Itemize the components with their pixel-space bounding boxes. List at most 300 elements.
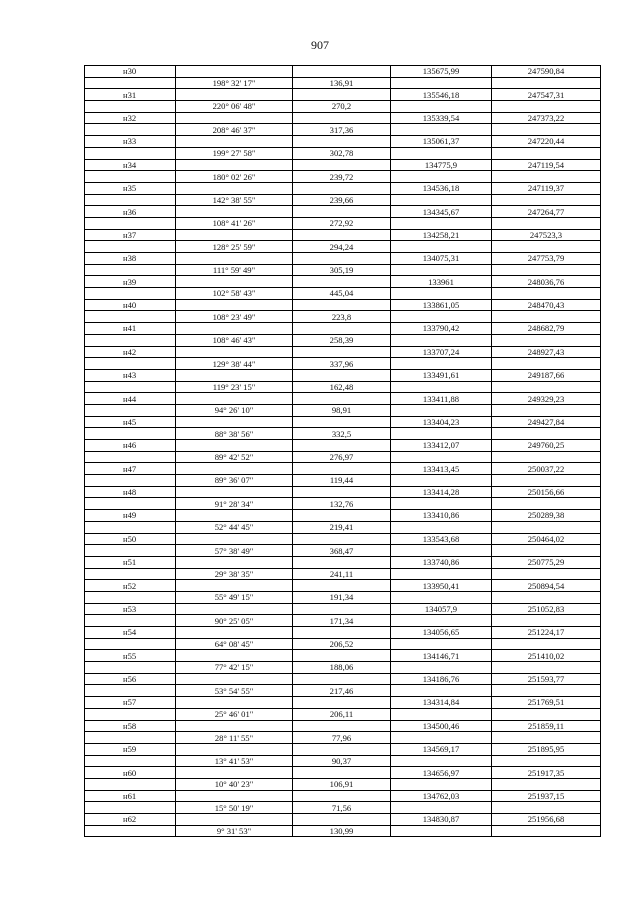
y-coordinate: 251769,51 <box>492 697 601 709</box>
empty-cell <box>492 241 601 253</box>
y-coordinate: 248927,43 <box>492 346 601 358</box>
point-name: н50 <box>85 533 176 545</box>
segment-length: 241,11 <box>293 568 391 580</box>
segment-length: 206,52 <box>293 638 391 650</box>
empty-cell <box>85 475 176 487</box>
direction-angle: 142° 38' 55" <box>176 194 293 206</box>
point-name: н37 <box>85 229 176 241</box>
segment-length: 136,91 <box>293 77 391 89</box>
x-coordinate: 133412,07 <box>391 440 492 452</box>
empty-cell <box>492 825 601 837</box>
x-coordinate: 134345,67 <box>391 206 492 218</box>
point-name: н48 <box>85 486 176 498</box>
empty-cell <box>85 428 176 440</box>
empty-cell <box>293 814 391 826</box>
empty-cell <box>85 708 176 720</box>
empty-cell <box>391 77 492 89</box>
x-coordinate: 133413,45 <box>391 463 492 475</box>
segment-row <box>85 404 601 416</box>
empty-cell <box>293 182 391 194</box>
empty-cell <box>293 790 391 802</box>
segment-row <box>85 147 601 159</box>
y-coordinate: 247119,37 <box>492 182 601 194</box>
empty-cell <box>391 662 492 674</box>
point-row <box>85 416 601 428</box>
empty-cell <box>85 521 176 533</box>
segment-row <box>85 194 601 206</box>
x-coordinate: 133740,86 <box>391 556 492 568</box>
x-coordinate: 134258,21 <box>391 229 492 241</box>
empty-cell <box>391 568 492 580</box>
empty-cell <box>85 288 176 300</box>
segment-row <box>85 288 601 300</box>
empty-cell <box>293 743 391 755</box>
empty-cell <box>391 381 492 393</box>
segment-length: 305,19 <box>293 264 391 276</box>
empty-cell <box>492 311 601 323</box>
empty-cell <box>176 346 293 358</box>
y-coordinate: 247119,54 <box>492 159 601 171</box>
empty-cell <box>492 475 601 487</box>
direction-angle: 180° 02' 26" <box>176 171 293 183</box>
empty-cell <box>85 638 176 650</box>
point-row <box>85 276 601 288</box>
empty-cell <box>492 615 601 627</box>
empty-cell <box>176 253 293 265</box>
empty-cell <box>391 451 492 463</box>
empty-cell <box>176 580 293 592</box>
empty-cell <box>176 627 293 639</box>
empty-cell <box>492 428 601 440</box>
point-row <box>85 814 601 826</box>
point-row <box>85 253 601 265</box>
point-name: н55 <box>85 650 176 662</box>
empty-cell <box>391 124 492 136</box>
x-coordinate: 133790,42 <box>391 323 492 335</box>
point-row <box>85 159 601 171</box>
empty-cell <box>176 136 293 148</box>
segment-length: 106,91 <box>293 778 391 790</box>
y-coordinate: 249760,25 <box>492 440 601 452</box>
point-name: н46 <box>85 440 176 452</box>
x-coordinate: 134830,87 <box>391 814 492 826</box>
segment-row <box>85 171 601 183</box>
empty-cell <box>391 404 492 416</box>
empty-cell <box>85 451 176 463</box>
point-name: н56 <box>85 673 176 685</box>
y-coordinate: 251859,11 <box>492 720 601 732</box>
segment-length: 445,04 <box>293 288 391 300</box>
segment-length: 239,66 <box>293 194 391 206</box>
segment-row <box>85 498 601 510</box>
x-coordinate: 133411,88 <box>391 393 492 405</box>
point-name: н31 <box>85 89 176 101</box>
point-name: н39 <box>85 276 176 288</box>
direction-angle: 55° 49' 15" <box>176 591 293 603</box>
empty-cell <box>85 124 176 136</box>
segment-row <box>85 77 601 89</box>
x-coordinate: 133414,28 <box>391 486 492 498</box>
x-coordinate: 134536,18 <box>391 182 492 194</box>
empty-cell <box>492 708 601 720</box>
direction-angle: 198° 32' 17" <box>176 77 293 89</box>
empty-cell <box>391 171 492 183</box>
direction-angle: 89° 42' 52" <box>176 451 293 463</box>
point-row <box>85 720 601 732</box>
empty-cell <box>391 288 492 300</box>
point-name: н52 <box>85 580 176 592</box>
empty-cell <box>176 743 293 755</box>
point-row <box>85 393 601 405</box>
empty-cell <box>293 416 391 428</box>
segment-length: 162,48 <box>293 381 391 393</box>
empty-cell <box>391 685 492 697</box>
empty-cell <box>492 381 601 393</box>
direction-angle: 102° 58' 43" <box>176 288 293 300</box>
point-row <box>85 323 601 335</box>
empty-cell <box>492 778 601 790</box>
x-coordinate: 134656,97 <box>391 767 492 779</box>
point-name: н34 <box>85 159 176 171</box>
x-coordinate: 134314,84 <box>391 697 492 709</box>
segment-length: 270,2 <box>293 101 391 113</box>
point-name: н35 <box>85 182 176 194</box>
point-row <box>85 66 601 78</box>
empty-cell <box>492 638 601 650</box>
empty-cell <box>176 463 293 475</box>
empty-cell <box>85 778 176 790</box>
y-coordinate: 250894,54 <box>492 580 601 592</box>
y-coordinate: 248682,79 <box>492 323 601 335</box>
point-row <box>85 89 601 101</box>
empty-cell <box>391 264 492 276</box>
empty-cell <box>391 732 492 744</box>
x-coordinate: 134500,46 <box>391 720 492 732</box>
point-name: н41 <box>85 323 176 335</box>
segment-row <box>85 685 601 697</box>
empty-cell <box>85 498 176 510</box>
empty-cell <box>391 545 492 557</box>
empty-cell <box>293 650 391 662</box>
empty-cell <box>85 591 176 603</box>
point-row <box>85 206 601 218</box>
empty-cell <box>176 159 293 171</box>
x-coordinate: 134075,31 <box>391 253 492 265</box>
segment-row <box>85 662 601 674</box>
x-coordinate: 134146,71 <box>391 650 492 662</box>
empty-cell <box>391 217 492 229</box>
segment-row <box>85 101 601 113</box>
empty-cell <box>391 591 492 603</box>
point-name: н32 <box>85 112 176 124</box>
empty-cell <box>85 217 176 229</box>
y-coordinate: 250037,22 <box>492 463 601 475</box>
empty-cell <box>492 101 601 113</box>
direction-angle: 10° 40' 23" <box>176 778 293 790</box>
point-row <box>85 463 601 475</box>
empty-cell <box>85 311 176 323</box>
x-coordinate: 135546,18 <box>391 89 492 101</box>
empty-cell <box>391 615 492 627</box>
point-name: н36 <box>85 206 176 218</box>
y-coordinate: 247523,3 <box>492 229 601 241</box>
direction-angle: 94° 26' 10" <box>176 404 293 416</box>
x-coordinate: 134762,03 <box>391 790 492 802</box>
empty-cell <box>492 217 601 229</box>
empty-cell <box>492 358 601 370</box>
empty-cell <box>176 229 293 241</box>
point-row <box>85 790 601 802</box>
empty-cell <box>492 264 601 276</box>
y-coordinate: 247547,31 <box>492 89 601 101</box>
y-coordinate: 251895,95 <box>492 743 601 755</box>
empty-cell <box>293 627 391 639</box>
x-coordinate: 133950,41 <box>391 580 492 592</box>
x-coordinate: 134569,17 <box>391 743 492 755</box>
empty-cell <box>176 720 293 732</box>
empty-cell <box>492 124 601 136</box>
empty-cell <box>176 697 293 709</box>
y-coordinate: 250775,29 <box>492 556 601 568</box>
segment-row <box>85 755 601 767</box>
segment-length: 276,97 <box>293 451 391 463</box>
empty-cell <box>85 615 176 627</box>
empty-cell <box>492 685 601 697</box>
direction-angle: 220° 06' 48" <box>176 101 293 113</box>
point-row <box>85 486 601 498</box>
point-name: н53 <box>85 603 176 615</box>
x-coordinate: 135675,99 <box>391 66 492 78</box>
point-row <box>85 603 601 615</box>
empty-cell <box>492 288 601 300</box>
direction-angle: 111° 59' 49" <box>176 264 293 276</box>
empty-cell <box>85 662 176 674</box>
segment-row <box>85 825 601 837</box>
direction-angle: 9° 31' 53" <box>176 825 293 837</box>
segment-row <box>85 334 601 346</box>
empty-cell <box>391 358 492 370</box>
direction-angle: 89° 36' 07" <box>176 475 293 487</box>
point-name: н45 <box>85 416 176 428</box>
segment-length: 219,41 <box>293 521 391 533</box>
point-name: н58 <box>85 720 176 732</box>
direction-angle: 88° 38' 56" <box>176 428 293 440</box>
empty-cell <box>176 533 293 545</box>
empty-cell <box>293 323 391 335</box>
empty-cell <box>176 369 293 381</box>
direction-angle: 25° 46' 01" <box>176 708 293 720</box>
empty-cell <box>293 136 391 148</box>
x-coordinate: 133543,68 <box>391 533 492 545</box>
y-coordinate: 247590,84 <box>492 66 601 78</box>
segment-length: 317,36 <box>293 124 391 136</box>
y-coordinate: 250464,02 <box>492 533 601 545</box>
direction-angle: 119° 23' 15" <box>176 381 293 393</box>
empty-cell <box>293 89 391 101</box>
point-row <box>85 650 601 662</box>
empty-cell <box>391 311 492 323</box>
empty-cell <box>85 404 176 416</box>
empty-cell <box>293 463 391 475</box>
segment-row <box>85 615 601 627</box>
direction-angle: 90° 25' 05" <box>176 615 293 627</box>
point-name: н44 <box>85 393 176 405</box>
y-coordinate: 247373,22 <box>492 112 601 124</box>
empty-cell <box>293 767 391 779</box>
segment-row <box>85 802 601 814</box>
empty-cell <box>176 556 293 568</box>
empty-cell <box>492 591 601 603</box>
empty-cell <box>293 112 391 124</box>
point-name: н54 <box>85 627 176 639</box>
empty-cell <box>176 440 293 452</box>
empty-cell <box>176 66 293 78</box>
empty-cell <box>391 825 492 837</box>
y-coordinate: 251956,68 <box>492 814 601 826</box>
direction-angle: 208° 46' 37" <box>176 124 293 136</box>
point-row <box>85 580 601 592</box>
empty-cell <box>293 673 391 685</box>
segment-row <box>85 591 601 603</box>
point-name: н33 <box>85 136 176 148</box>
page-number: 907 <box>311 38 329 52</box>
empty-cell <box>85 825 176 837</box>
segment-row <box>85 217 601 229</box>
y-coordinate: 249329,23 <box>492 393 601 405</box>
x-coordinate: 133707,24 <box>391 346 492 358</box>
empty-cell <box>391 498 492 510</box>
empty-cell <box>85 755 176 767</box>
empty-cell <box>176 182 293 194</box>
empty-cell <box>492 147 601 159</box>
empty-cell <box>85 545 176 557</box>
empty-cell <box>85 334 176 346</box>
empty-cell <box>176 486 293 498</box>
empty-cell <box>293 603 391 615</box>
direction-angle: 64° 08' 45" <box>176 638 293 650</box>
empty-cell <box>391 334 492 346</box>
empty-cell <box>85 381 176 393</box>
point-row <box>85 533 601 545</box>
point-name: н49 <box>85 510 176 522</box>
direction-angle: 29° 38' 35" <box>176 568 293 580</box>
empty-cell <box>176 276 293 288</box>
point-row <box>85 229 601 241</box>
empty-cell <box>176 112 293 124</box>
empty-cell <box>176 323 293 335</box>
empty-cell <box>492 662 601 674</box>
empty-cell <box>176 299 293 311</box>
coordinates-table <box>84 65 601 837</box>
direction-angle: 129° 38' 44" <box>176 358 293 370</box>
direction-angle: 77° 42' 15" <box>176 662 293 674</box>
empty-cell <box>391 802 492 814</box>
empty-cell <box>293 276 391 288</box>
segment-length: 130,99 <box>293 825 391 837</box>
empty-cell <box>176 790 293 802</box>
segment-length: 302,78 <box>293 147 391 159</box>
direction-angle: 199° 27' 58" <box>176 147 293 159</box>
y-coordinate: 249187,66 <box>492 369 601 381</box>
segment-length: 71,56 <box>293 802 391 814</box>
empty-cell <box>492 521 601 533</box>
x-coordinate: 134057,9 <box>391 603 492 615</box>
x-coordinate: 133404,23 <box>391 416 492 428</box>
segment-length: 368,47 <box>293 545 391 557</box>
empty-cell <box>176 89 293 101</box>
empty-cell <box>176 814 293 826</box>
empty-cell <box>293 229 391 241</box>
empty-cell <box>391 475 492 487</box>
empty-cell <box>85 802 176 814</box>
segment-row <box>85 428 601 440</box>
y-coordinate: 249427,84 <box>492 416 601 428</box>
empty-cell <box>492 194 601 206</box>
direction-angle: 108° 23' 49" <box>176 311 293 323</box>
empty-cell <box>293 159 391 171</box>
x-coordinate: 135339,54 <box>391 112 492 124</box>
empty-cell <box>293 580 391 592</box>
point-row <box>85 697 601 709</box>
segment-length: 206,11 <box>293 708 391 720</box>
segment-row <box>85 521 601 533</box>
segment-row <box>85 241 601 253</box>
empty-cell <box>176 206 293 218</box>
empty-cell <box>176 650 293 662</box>
point-name: н62 <box>85 814 176 826</box>
empty-cell <box>391 428 492 440</box>
point-name: н51 <box>85 556 176 568</box>
x-coordinate: 134775,9 <box>391 159 492 171</box>
x-coordinate: 135061,37 <box>391 136 492 148</box>
segment-row <box>85 708 601 720</box>
x-coordinate: 133861,05 <box>391 299 492 311</box>
segment-row <box>85 264 601 276</box>
point-name: н60 <box>85 767 176 779</box>
y-coordinate: 251917,35 <box>492 767 601 779</box>
empty-cell <box>492 498 601 510</box>
segment-length: 188,06 <box>293 662 391 674</box>
segment-length: 239,72 <box>293 171 391 183</box>
segment-row <box>85 381 601 393</box>
segment-length: 294,24 <box>293 241 391 253</box>
segment-length: 90,37 <box>293 755 391 767</box>
empty-cell <box>176 673 293 685</box>
empty-cell <box>492 404 601 416</box>
empty-cell <box>176 393 293 405</box>
empty-cell <box>85 568 176 580</box>
empty-cell <box>492 171 601 183</box>
segment-row <box>85 311 601 323</box>
empty-cell <box>492 451 601 463</box>
segment-row <box>85 638 601 650</box>
empty-cell <box>391 638 492 650</box>
empty-cell <box>85 77 176 89</box>
point-row <box>85 112 601 124</box>
point-row <box>85 627 601 639</box>
y-coordinate: 251937,15 <box>492 790 601 802</box>
empty-cell <box>293 369 391 381</box>
point-row <box>85 673 601 685</box>
direction-angle: 53° 54' 55" <box>176 685 293 697</box>
empty-cell <box>85 147 176 159</box>
point-row <box>85 440 601 452</box>
y-coordinate: 247753,79 <box>492 253 601 265</box>
point-row <box>85 136 601 148</box>
empty-cell <box>293 533 391 545</box>
empty-cell <box>391 755 492 767</box>
segment-length: 217,46 <box>293 685 391 697</box>
